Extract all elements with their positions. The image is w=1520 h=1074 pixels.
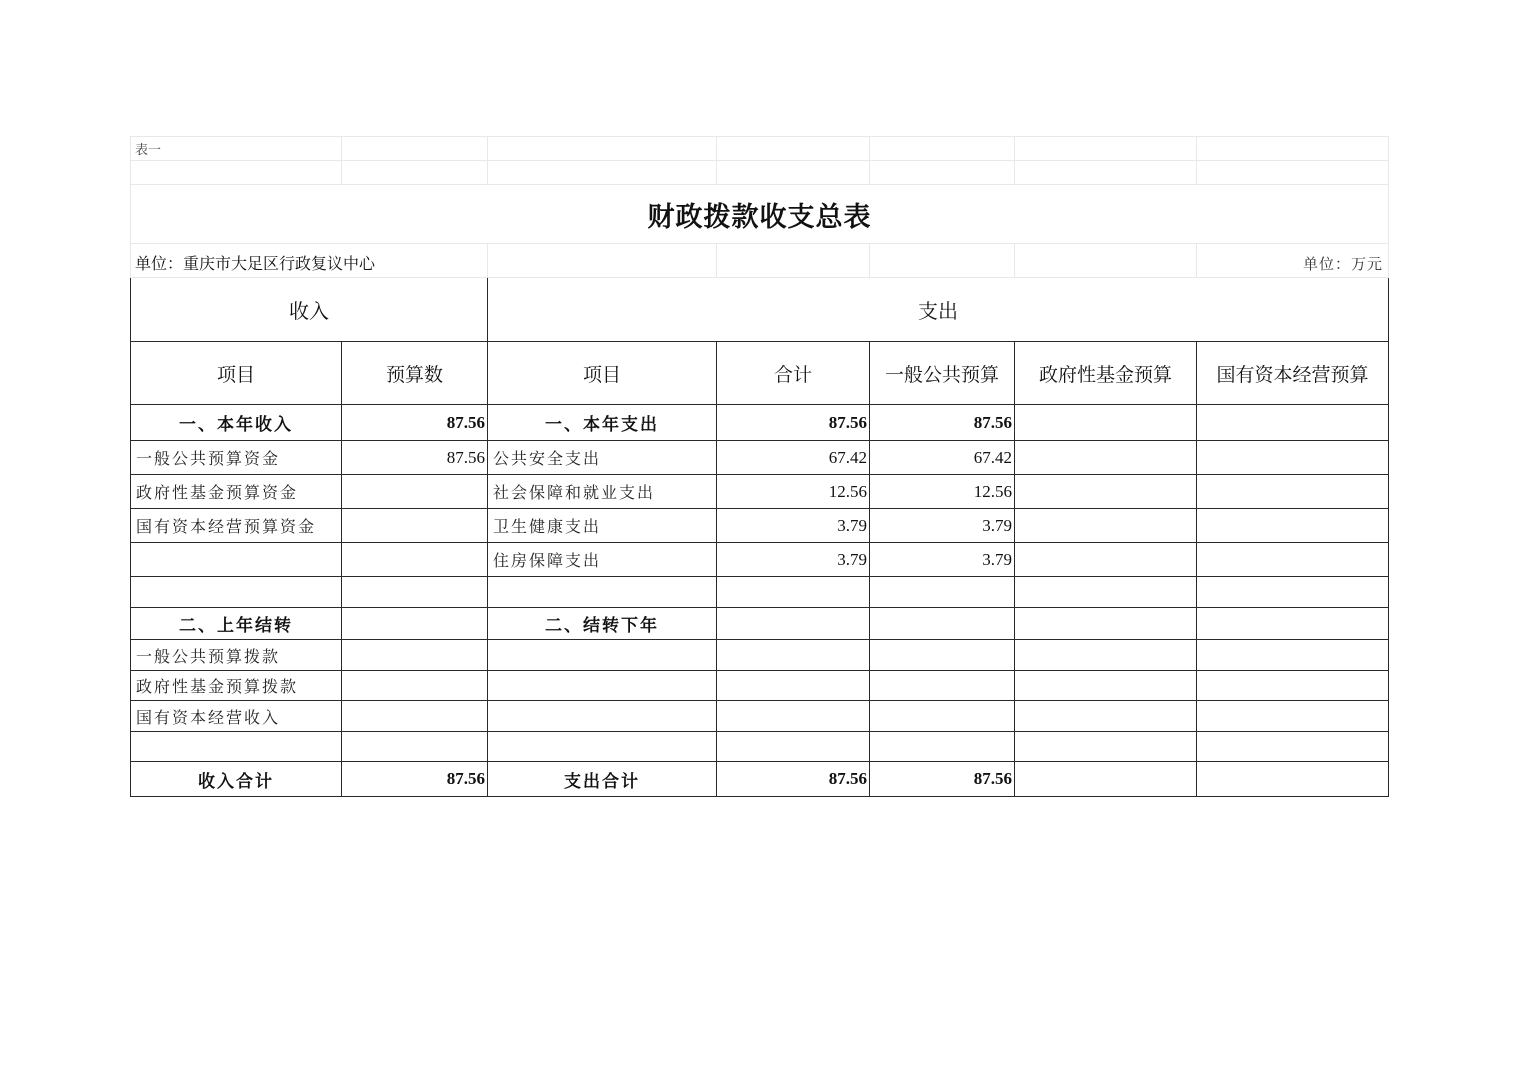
expense-total xyxy=(717,640,870,671)
general-budget-amount xyxy=(870,671,1015,701)
col-total: 合计 xyxy=(717,342,870,405)
income-item: 二、上年结转 xyxy=(131,608,342,640)
fund-budget-amount xyxy=(1015,441,1197,475)
expense-total: 3.79 xyxy=(717,509,870,543)
unit-organization: 单位：重庆市大足区行政复议中心 xyxy=(131,244,488,278)
fund-budget-amount xyxy=(1015,671,1197,701)
fund-budget-amount xyxy=(1015,543,1197,577)
expense-item xyxy=(488,671,717,701)
state-capital-amount xyxy=(1197,441,1389,475)
general-budget-amount xyxy=(870,732,1015,762)
expense-total xyxy=(717,671,870,701)
state-capital-amount xyxy=(1197,577,1389,608)
table-row xyxy=(131,509,1389,543)
budget-summary-sheet xyxy=(130,136,1389,797)
income-item xyxy=(131,543,342,577)
state-capital-amount xyxy=(1197,405,1389,441)
col-income-budget: 预算数 xyxy=(342,342,488,405)
fund-budget-amount xyxy=(1015,732,1197,762)
col-general-budget: 一般公共预算 xyxy=(870,342,1015,405)
col-income-item: 项目 xyxy=(131,342,342,405)
fund-budget-total xyxy=(1015,762,1197,797)
expense-total: 3.79 xyxy=(717,543,870,577)
expense-item: 住房保障支出 xyxy=(488,543,717,577)
expense-item xyxy=(488,577,717,608)
income-amount xyxy=(342,671,488,701)
state-capital-amount xyxy=(1197,475,1389,509)
expense-total: 87.56 xyxy=(717,405,870,441)
state-capital-amount xyxy=(1197,701,1389,732)
expense-item: 卫生健康支出 xyxy=(488,509,717,543)
income-amount xyxy=(342,475,488,509)
table-row xyxy=(131,640,1389,671)
table-row xyxy=(131,671,1389,701)
income-amount xyxy=(342,732,488,762)
fund-budget-amount xyxy=(1015,608,1197,640)
income-total-amount: 87.56 xyxy=(342,762,488,797)
state-capital-amount xyxy=(1197,543,1389,577)
income-item xyxy=(131,577,342,608)
income-amount: 87.56 xyxy=(342,405,488,441)
income-total-label: 收入合计 xyxy=(131,762,342,797)
state-capital-total xyxy=(1197,762,1389,797)
expense-total-label: 支出合计 xyxy=(488,762,717,797)
table-row xyxy=(131,405,1389,441)
income-item: 政府性基金预算拨款 xyxy=(131,671,342,701)
expense-total xyxy=(717,577,870,608)
income-amount: 87.56 xyxy=(342,441,488,475)
expense-total xyxy=(717,732,870,762)
income-amount xyxy=(342,608,488,640)
state-capital-amount xyxy=(1197,608,1389,640)
state-capital-amount xyxy=(1197,732,1389,762)
col-state-capital-budget: 国有资本经营预算 xyxy=(1197,342,1389,405)
expense-item: 社会保障和就业支出 xyxy=(488,475,717,509)
table-row xyxy=(131,475,1389,509)
fund-budget-amount xyxy=(1015,640,1197,671)
expense-total xyxy=(717,608,870,640)
table-row xyxy=(131,441,1389,475)
unit-currency: 单位：万元 xyxy=(1197,244,1389,278)
fund-budget-amount xyxy=(1015,475,1197,509)
state-capital-amount xyxy=(1197,640,1389,671)
income-amount xyxy=(342,509,488,543)
fund-budget-amount xyxy=(1015,405,1197,441)
general-budget-amount xyxy=(870,608,1015,640)
income-item: 国有资本经营预算资金 xyxy=(131,509,342,543)
income-item: 政府性基金预算资金 xyxy=(131,475,342,509)
expense-total: 67.42 xyxy=(717,441,870,475)
income-amount xyxy=(342,577,488,608)
table-row xyxy=(131,608,1389,640)
general-budget-amount xyxy=(870,640,1015,671)
general-budget-total: 87.56 xyxy=(870,762,1015,797)
expense-item: 二、结转下年 xyxy=(488,608,717,640)
general-budget-amount: 12.56 xyxy=(870,475,1015,509)
expense-item: 一、本年支出 xyxy=(488,405,717,441)
income-item: 一般公共预算拨款 xyxy=(131,640,342,671)
income-item: 一、本年收入 xyxy=(131,405,342,441)
general-budget-amount: 3.79 xyxy=(870,509,1015,543)
income-amount xyxy=(342,543,488,577)
general-budget-amount xyxy=(870,701,1015,732)
table-row xyxy=(131,701,1389,732)
table-row-total xyxy=(131,762,1389,797)
expense-total: 12.56 xyxy=(717,475,870,509)
sheet-label: 表一 xyxy=(131,137,342,161)
income-header: 收入 xyxy=(131,278,488,342)
expense-header: 支出 xyxy=(488,278,1389,342)
income-item xyxy=(131,732,342,762)
fund-budget-amount xyxy=(1015,701,1197,732)
income-item: 国有资本经营收入 xyxy=(131,701,342,732)
general-budget-amount xyxy=(870,577,1015,608)
general-budget-amount: 87.56 xyxy=(870,405,1015,441)
expense-total xyxy=(717,701,870,732)
table-row xyxy=(131,732,1389,762)
income-amount xyxy=(342,701,488,732)
expense-total-amount: 87.56 xyxy=(717,762,870,797)
expense-item xyxy=(488,732,717,762)
expense-item xyxy=(488,640,717,671)
expense-item xyxy=(488,701,717,732)
col-expense-item: 项目 xyxy=(488,342,717,405)
page-title: 财政拨款收支总表 xyxy=(131,185,1389,244)
income-amount xyxy=(342,640,488,671)
table-row xyxy=(131,577,1389,608)
state-capital-amount xyxy=(1197,509,1389,543)
general-budget-amount: 67.42 xyxy=(870,441,1015,475)
fund-budget-amount xyxy=(1015,509,1197,543)
income-item: 一般公共预算资金 xyxy=(131,441,342,475)
state-capital-amount xyxy=(1197,671,1389,701)
general-budget-amount: 3.79 xyxy=(870,543,1015,577)
expense-item: 公共安全支出 xyxy=(488,441,717,475)
fund-budget-amount xyxy=(1015,577,1197,608)
table-row xyxy=(131,543,1389,577)
col-fund-budget: 政府性基金预算 xyxy=(1015,342,1197,405)
